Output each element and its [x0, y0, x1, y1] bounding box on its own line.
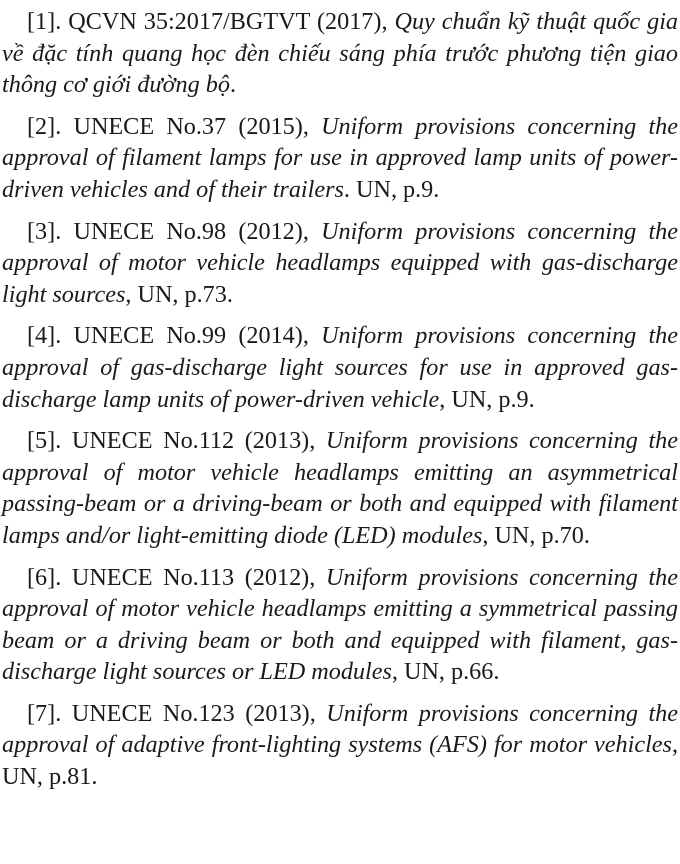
- reference-item-4: [0, 320, 680, 415]
- reference-tail: , UN, p.9.: [439, 385, 535, 413]
- reference-tail: , UN, p.66.: [391, 658, 500, 686]
- reference-source: UNECE No.112 (2013),: [61, 427, 326, 455]
- reference-number: [4].: [27, 322, 62, 350]
- reference-number: [2].: [27, 112, 62, 140]
- reference-number: [1].: [27, 8, 62, 35]
- reference-source: UNECE No.99 (2014),: [61, 322, 322, 350]
- reference-source: UNECE No.123 (2013),: [61, 699, 327, 727]
- reference-title: Uniform provisions concerning the approval of adaptive front-lighting systems (AFS) for motor vehicles: [2, 699, 678, 759]
- reference-source: UNECE No.37 (2015),: [61, 112, 322, 140]
- reference-item-3: [0, 216, 680, 311]
- reference-item-6: [0, 562, 680, 688]
- reference-title: Uniform provisions concerning the approval of gas-discharge light sources for use in approved gas-discharge lamp units of power-driven vehicle: [2, 322, 678, 413]
- reference-number: [5].: [27, 427, 62, 455]
- reference-tail: , UN, p.70.: [482, 521, 590, 549]
- reference-source: UNECE No.113 (2012),: [61, 563, 326, 591]
- reference-item-5: [0, 425, 680, 551]
- reference-source: UNECE No.98 (2012),: [61, 217, 322, 245]
- reference-item-1: [0, 6, 680, 101]
- reference-source: QCVN 35:2017/BGTVT (2017),: [61, 8, 395, 35]
- reference-tail: , UN, p.73.: [125, 280, 233, 308]
- reference-tail: , UN, p.81.: [2, 731, 678, 791]
- reference-title: Uniform provisions concerning the approval of motor vehicle headlamps emitting a symmetrical passing beam or a driving beam or both and equipped with filament, gas-discharge light sources or LED modules: [2, 563, 678, 686]
- reference-title: Uniform provisions concerning the approval of filament lamps for use in approved lamp units of power-driven vehicles and of their trailers: [2, 112, 678, 203]
- reference-title: Quy chuẩn kỹ thuật quốc gia về đặc tính quang học đèn chiếu sáng phía trước phương tiện giao thông cơ giới đường bộ: [2, 8, 679, 99]
- reference-title: Uniform provisions concerning the approval of motor vehicle headlamps emitting an asymmetrical passing-beam or a driving-beam or both and equipped with filament lamps and/or light-emitting diode (LED) modules: [2, 427, 678, 549]
- reference-number: [6].: [27, 563, 62, 591]
- reference-number: [7].: [27, 699, 62, 727]
- reference-item-2: [0, 111, 680, 206]
- reference-tail: .: [229, 71, 236, 99]
- reference-title: Uniform provisions concerning the approval of motor vehicle headlamps equipped with gas-discharge light sources: [2, 217, 678, 308]
- reference-item-7: [0, 698, 680, 793]
- reference-tail: . UN, p.9.: [343, 175, 440, 203]
- reference-number: [3].: [27, 217, 62, 245]
